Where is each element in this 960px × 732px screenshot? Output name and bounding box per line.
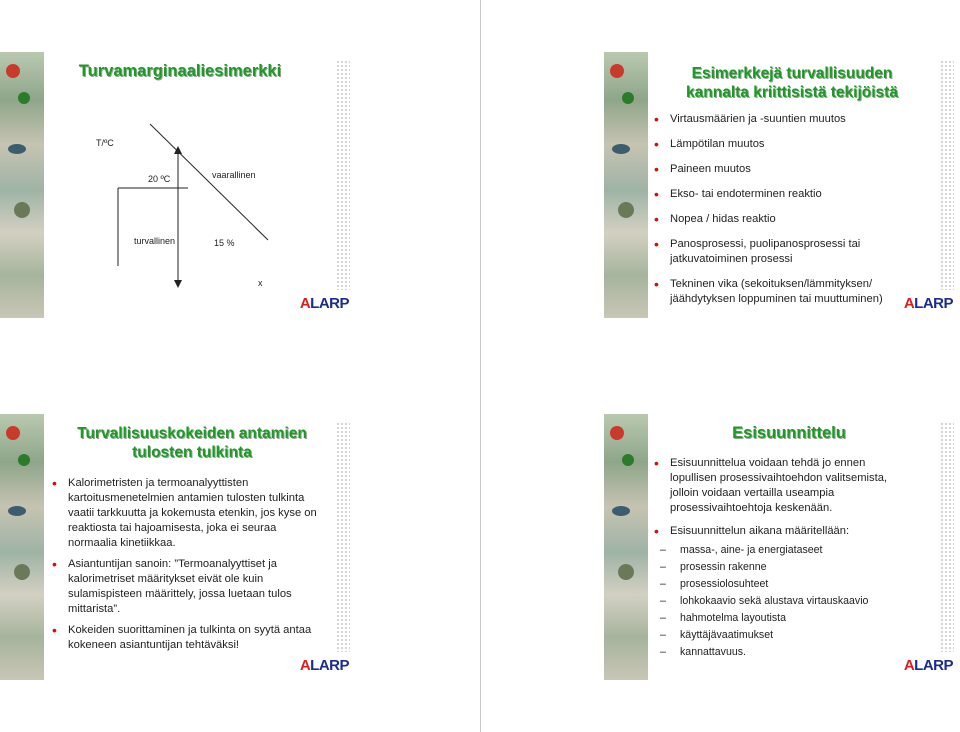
decorative-dots	[940, 60, 954, 290]
list-item: • Lämpötilan muutos	[654, 137, 904, 152]
danger-label: vaarallinen	[212, 170, 256, 180]
interpretation-list	[52, 476, 328, 653]
design-sublist	[654, 542, 914, 661]
list-item: • Ekso- tai endoterminen reaktio	[654, 187, 904, 202]
slide-critical-factors	[604, 52, 956, 318]
page-divider	[480, 0, 481, 732]
list-item: • Nopea / hidas reaktio	[654, 212, 904, 227]
list-item: • Kalorimetristen ja termoanalyyttisten kartoitusmenetelmien antamien tulosten tulkinta vaatii tarkkuutta ja kokemusta etenkin, jos kyse on reaktiosta tai hajoamisesta, joka ei seuraa normaalia kinetiikkaa.	[52, 476, 328, 551]
design-list	[654, 456, 914, 539]
safe-label: turvallinen	[134, 236, 176, 246]
decorative-image-strip	[604, 52, 648, 318]
slide-title-line-2: kannalta kriittisistä tekijöistä	[686, 84, 898, 101]
sub-list-item: – massa-, aine- ja energiataseet	[654, 542, 914, 559]
x-axis-label: x	[258, 278, 263, 288]
slide-title-line-1: Turvallisuuskokeiden antamien	[77, 425, 307, 442]
alarp-logo: ALARP	[299, 295, 349, 312]
sub-list-item: – käyttäjävaatimukset	[654, 627, 914, 644]
decorative-dots	[336, 422, 350, 652]
sub-list-item: – lohkokaavio sekä alustava virtauskaavio	[654, 593, 914, 610]
slide-title-line-1: Esimerkkejä turvallisuuden	[691, 65, 893, 82]
slide-test-interpretation	[0, 414, 352, 680]
list-item: • Paineen muutos	[654, 162, 904, 177]
arrow-head-down	[174, 280, 182, 288]
list-item: • Esisuunnittelua voidaan tehdä jo ennen lopullisen prosessivaihtoehdon valitsemista, jolloin voidaan vertailla useampia prosessivaihtoehtoja keskenään.	[654, 456, 914, 516]
alarp-logo: ALARP	[903, 657, 953, 674]
factor-list	[654, 112, 904, 307]
list-item-label: Esisuunnittelun aikana määritellään:	[670, 525, 850, 537]
sub-list-item: – prosessiolosuhteet	[654, 576, 914, 593]
sub-list-item: – prosessin rakenne	[654, 559, 914, 576]
list-item: • Asiantuntijan sanoin: ”Termoanalyyttiset ja kalorimetriset määritykset eivät ole kuin sulamispisteen määrittely, jossa luetaan tulos mittarista”.	[52, 557, 328, 617]
list-item: • Virtausmäärien ja -suuntien muutos	[654, 112, 904, 127]
sub-list-item: – hahmotelma layoutista	[654, 610, 914, 627]
decorative-image-strip	[0, 414, 44, 680]
slide-safety-margin	[0, 52, 352, 318]
list-item: • Panosprosessi, puolipanosprosessi tai jatkuvatoiminen prosessi	[654, 237, 904, 267]
list-item	[654, 524, 914, 539]
alarp-logo: ALARP	[903, 295, 953, 312]
alarp-logo: ALARP	[299, 657, 349, 674]
margin-label: 15 %	[214, 238, 235, 248]
list-item: • Kokeiden suorittaminen ja tulkinta on syytä antaa kokeneen asiantuntijan tehtäväksi!	[52, 623, 328, 653]
slide-title: Esisuunnittelu	[732, 424, 846, 442]
temperature-label: 20 ºC	[148, 174, 171, 184]
slide-title: Turvamarginaaliesimerkki	[78, 62, 282, 80]
slide-preliminary-design	[604, 414, 956, 680]
decorative-dots	[940, 422, 954, 652]
slide-title-line-2: tulosten tulkinta	[132, 444, 252, 461]
safety-margin-diagram	[0, 52, 352, 318]
sub-list-item: – kannattavuus.	[654, 644, 914, 661]
slide-title	[662, 64, 922, 102]
arrow-head-up	[174, 146, 182, 154]
decorative-image-strip	[604, 414, 648, 680]
slide-title	[52, 424, 332, 462]
y-axis-label: T/ºC	[96, 138, 114, 148]
list-item: • Tekninen vika (sekoituksen/lämmityksen/ jäähdytyksen loppuminen tai muuttuminen)	[654, 277, 904, 307]
